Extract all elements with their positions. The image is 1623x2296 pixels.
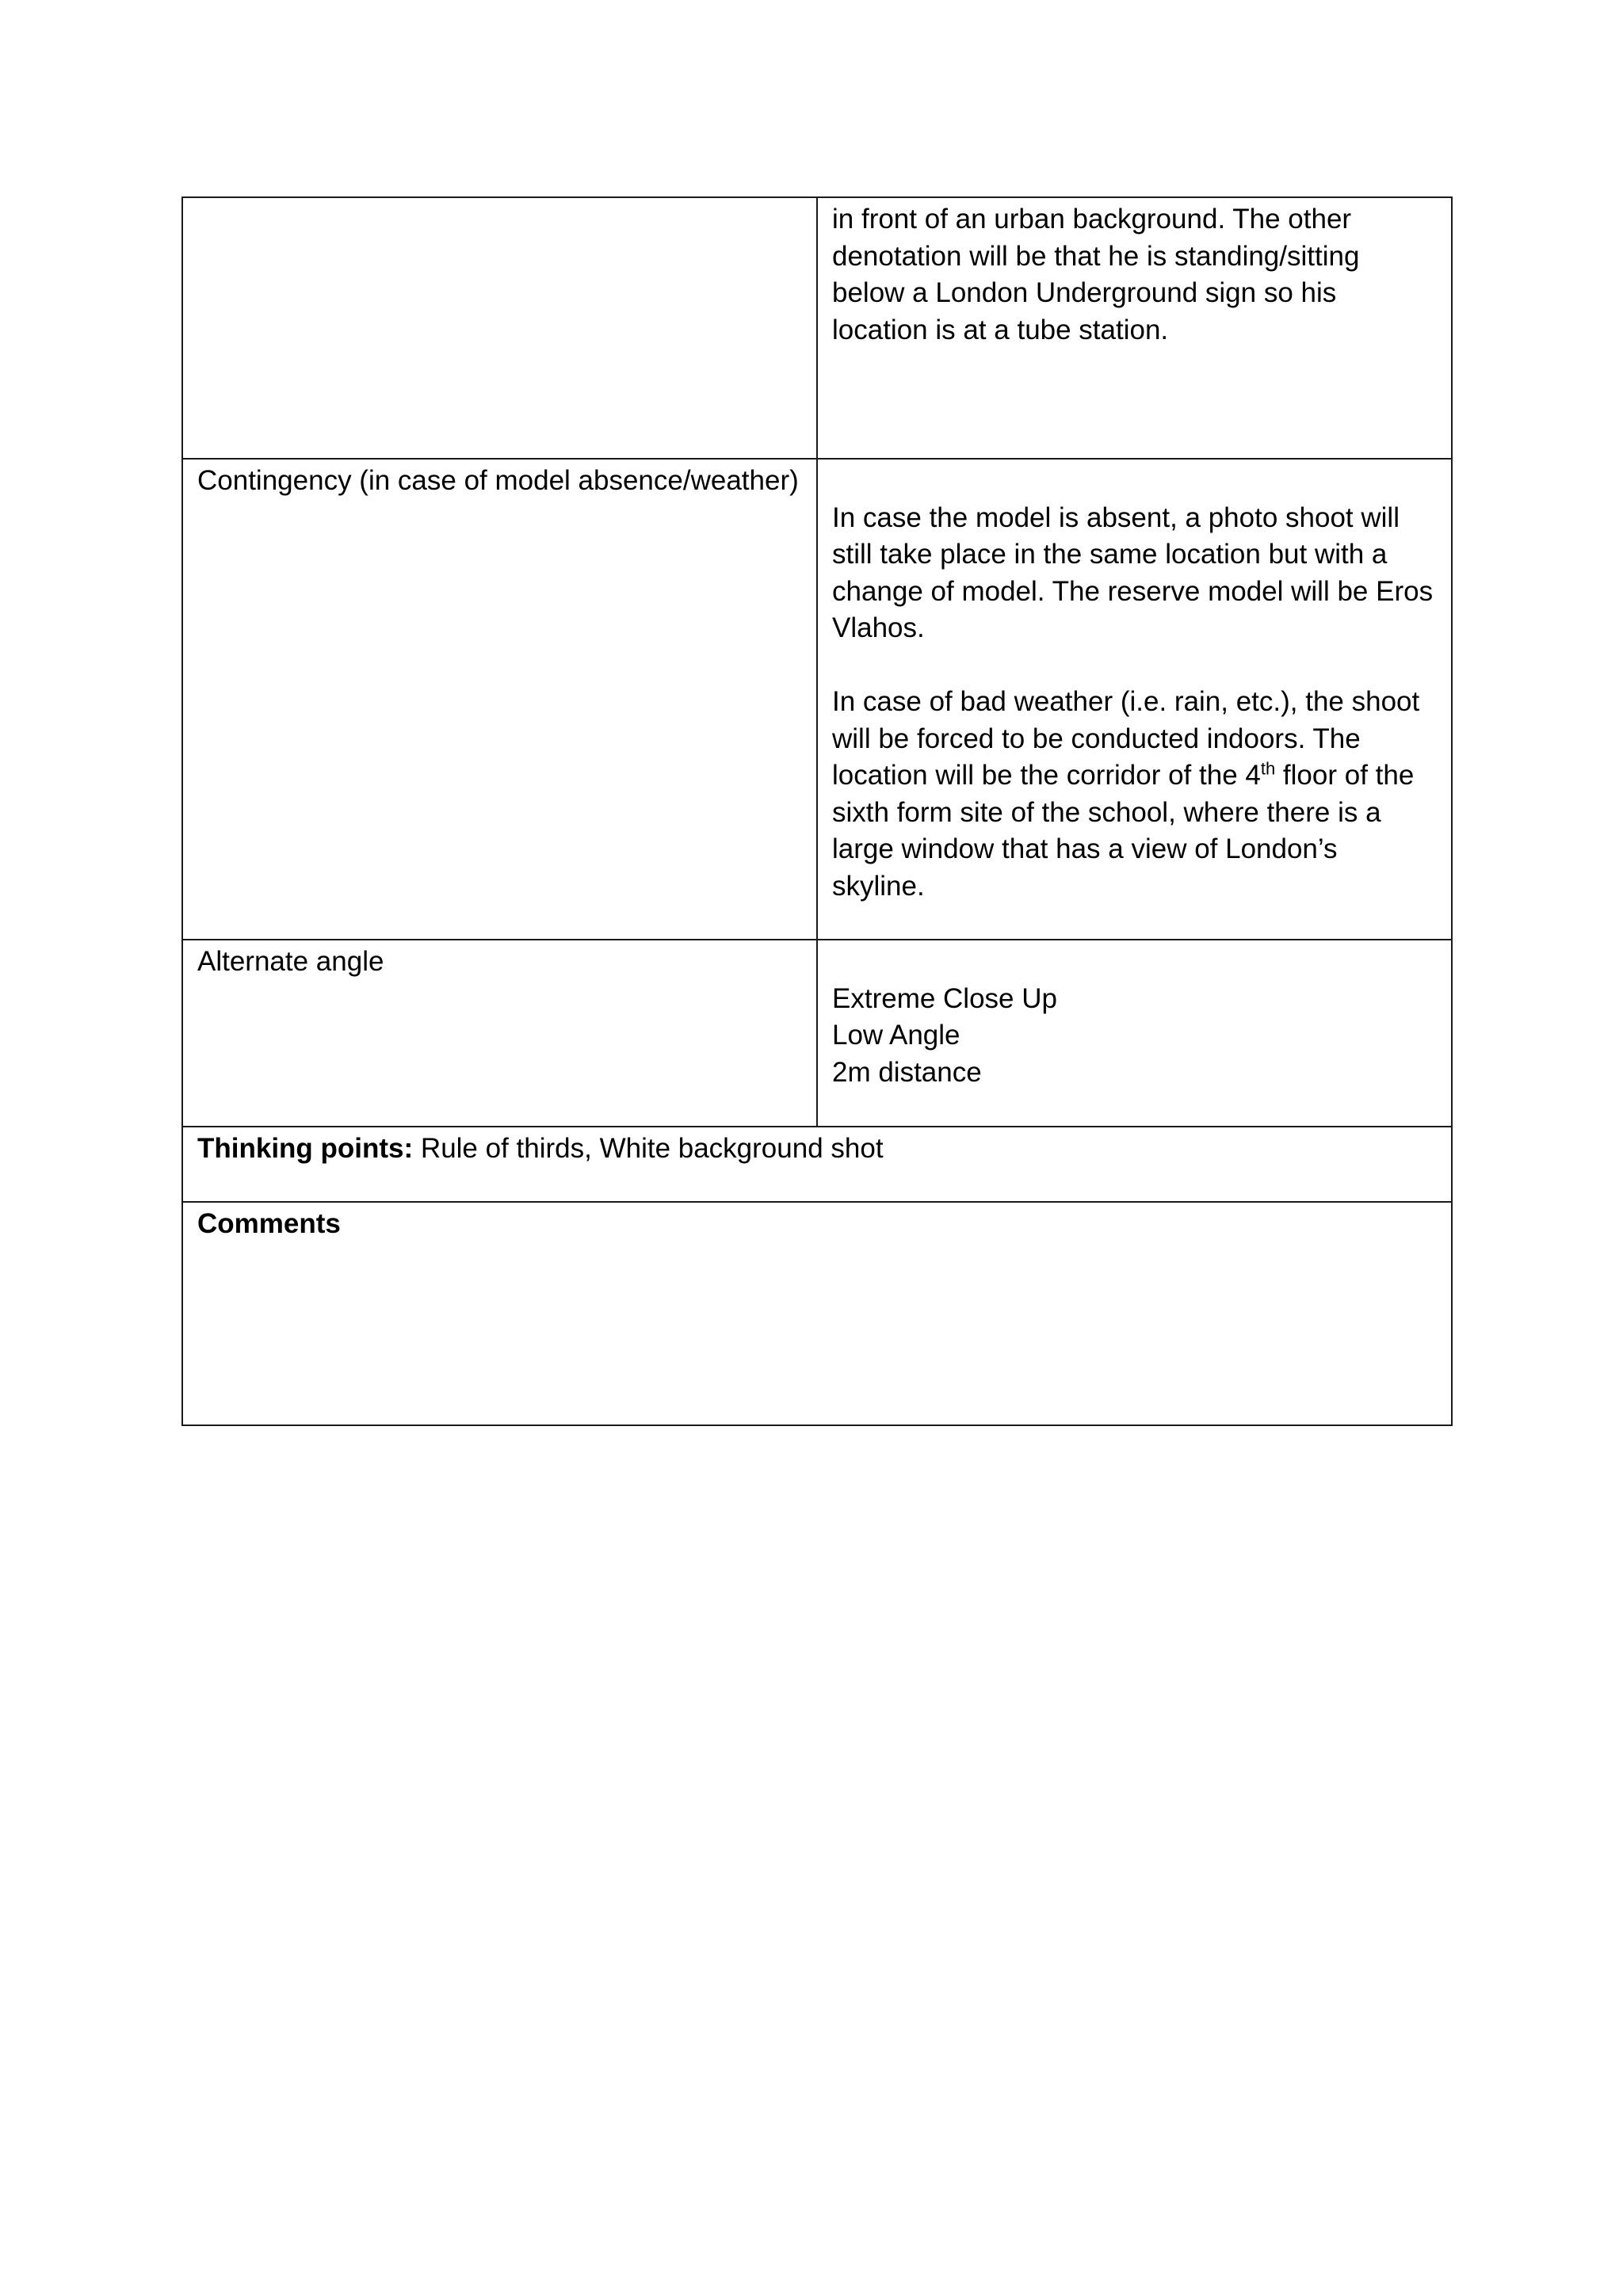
shoot-plan-table xyxy=(181,196,1453,1426)
contingency-weather-paragraph xyxy=(832,684,1437,905)
continuation-text: in front of an urban background. The other denotation will be that he is standing/sitting below a London Underground sign so his location is at a tube station. xyxy=(832,204,1360,345)
thinking-points-label: Thinking points: xyxy=(197,1133,414,1164)
angle-line-2: Low Angle xyxy=(832,1020,960,1051)
continuation-right-cell xyxy=(817,197,1452,459)
comments-label: Comments xyxy=(197,1208,341,1239)
alternate-angle-top-spacer xyxy=(832,944,1437,981)
comments-cell xyxy=(182,1202,1452,1425)
alternate-angle-label: Alternate angle xyxy=(197,946,384,977)
contingency-label: Contingency (in case of model absence/weather) xyxy=(197,465,799,496)
ordinal-superscript: th xyxy=(1260,758,1276,779)
thinking-points-text: Rule of thirds, White background shot xyxy=(413,1133,884,1164)
thinking-points-cell xyxy=(182,1127,1452,1202)
alternate-angle-content-cell xyxy=(817,940,1452,1127)
comments-row xyxy=(182,1202,1452,1425)
thinking-points-row xyxy=(182,1127,1452,1202)
contingency-model-paragraph: In case the model is absent, a photo shoot will still take place in the same location but with a change of model. The reserve model will be Eros Vlahos. xyxy=(832,502,1434,643)
contingency-row xyxy=(182,459,1452,940)
alternate-angle-label-cell xyxy=(182,940,817,1127)
weather-text-start: In case of bad weather (i.e. rain, etc.), the shoot will be forced to be conducted indoors. The location will be the corridor of the 4 xyxy=(832,686,1420,791)
continuation-left-cell xyxy=(182,197,817,459)
contingency-content-cell xyxy=(817,459,1452,940)
paragraph-gap xyxy=(832,647,1437,685)
continuation-row xyxy=(182,197,1452,459)
angle-line-1: Extreme Close Up xyxy=(832,982,1057,1014)
contingency-top-spacer xyxy=(832,463,1437,500)
alternate-angle-row xyxy=(182,940,1452,1127)
weather-text-end: floor of the sixth form site of the school, where there is a large window that has a view of London’s skyline. xyxy=(832,760,1415,902)
angle-line-3: 2m distance xyxy=(832,1056,982,1088)
contingency-label-cell xyxy=(182,459,817,940)
